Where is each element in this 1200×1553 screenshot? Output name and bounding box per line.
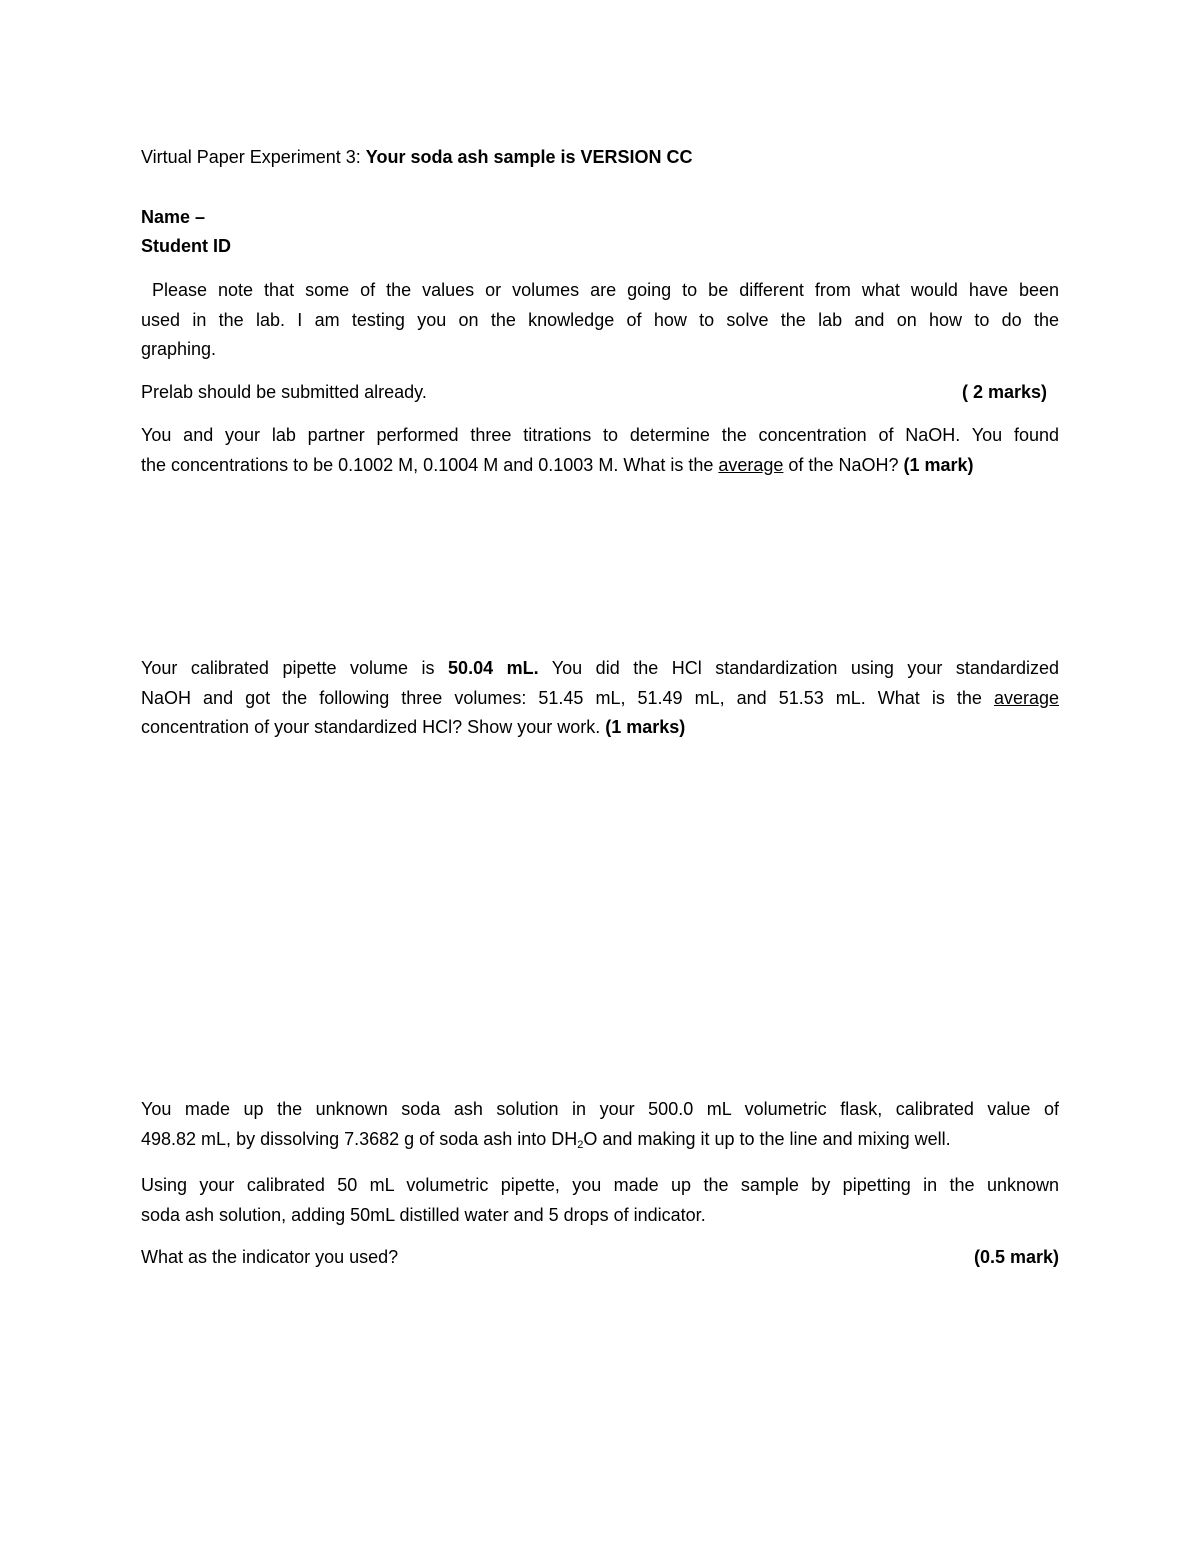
question-hcl-standardization [141,654,1059,743]
q1-line-2: the concentrations to be 0.1002 M, 0.1004 M and 0.1003 M. What is the average of the NaOH? (1 mark) [141,454,974,475]
q1-line-1: You and your lab partner performed three titrations to determine the concentration of NaOH. You found [141,425,1059,445]
q1-marks: (1 mark) [903,454,974,475]
name-label: Name – [141,207,206,227]
q2-line-1: Your calibrated pipette volume is 50.04 mL. You did the HCl standardization using your standardized [141,658,1059,678]
student-id-label: Student ID [141,236,231,256]
note-line-1: Please note that some of the values or volumes are going to be different from what would have been [141,280,1059,300]
prelab-row [141,381,1047,403]
instruction-note [141,276,1059,365]
question-naoh-average [141,421,1059,480]
indicator-question-marks: (0.5 mark) [973,1247,1059,1267]
soda-ash-solution-info [141,1095,1059,1154]
q3-line-1: You made up the unknown soda ash solution in your 500.0 mL volumetric flask, calibrated value of [141,1099,1059,1119]
title-prefix: Virtual Paper Experiment 3: [141,147,366,167]
q4-line-2: soda ash solution, adding 50mL distilled water and 5 drops of indicator. [141,1204,706,1225]
q2-line-3: concentration of your standardized HCl? Show your work. (1 marks) [141,717,686,737]
note-line-2: used in the lab. I am testing you on the knowledge of how to solve the lab and on how to do the [141,309,1059,330]
note-line-3: graphing. [141,339,217,359]
q2-line-2: NaOH and got the following three volumes: 51.45 mL, 51.49 mL, and 51.53 mL. What is the average [141,687,1059,708]
sample-preparation-info [141,1171,1059,1230]
q4-line-1: Using your calibrated 50 mL volumetric pipette, you made up the sample by pipetting in the unknown [141,1175,1059,1195]
indicator-question-row [141,1246,1059,1268]
q2-marks: (1 marks) [605,717,686,737]
document-title [141,146,693,168]
indicator-question-text: What as the indicator you used? [141,1247,399,1267]
prelab-text: Prelab should be submitted already. [141,382,427,402]
title-version: Your soda ash sample is VERSION CC [365,147,693,167]
prelab-marks: ( 2 marks) [961,382,1047,402]
q3-line-2: 498.82 mL, by dissolving 7.3682 g of soda ash into $DH_2O$ and making it up to the line and mixing well. [141,1128,951,1151]
